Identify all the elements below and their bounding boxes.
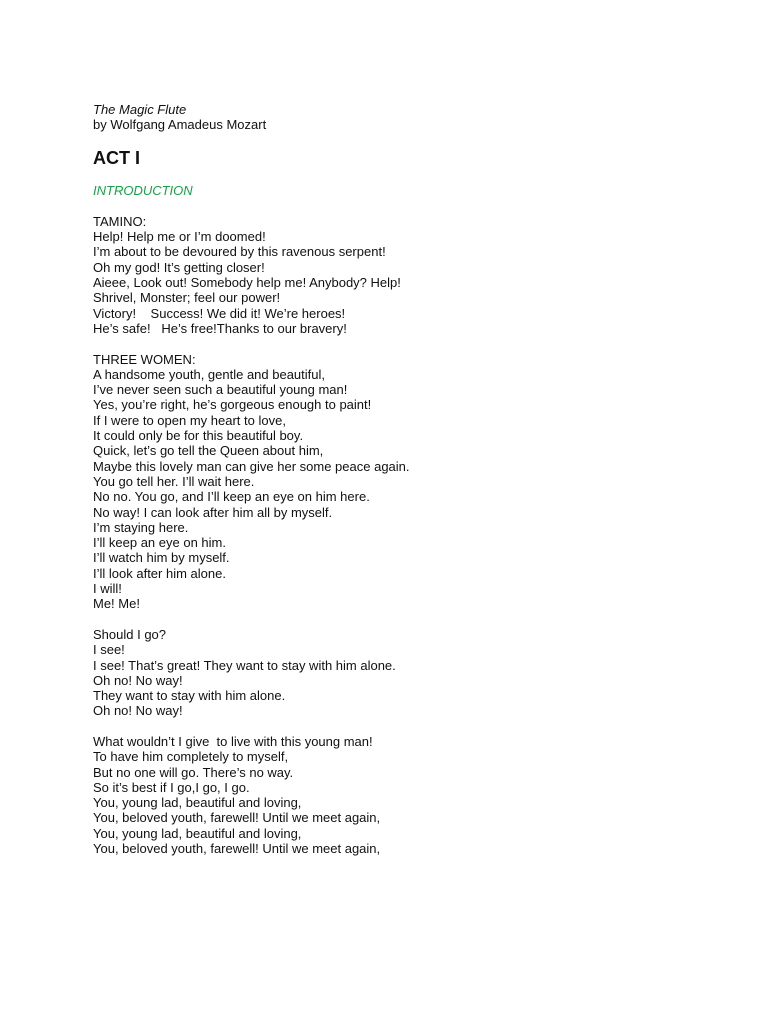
lyric-line: You go tell her. I’ll wait here. bbox=[93, 473, 255, 489]
lyric-line: It could only be for this beautiful boy. bbox=[93, 428, 304, 444]
lyric-line: Oh my god! It’s getting closer! bbox=[93, 259, 265, 275]
lyric-line: I’ve never seen such a beautiful young man! bbox=[93, 382, 348, 398]
lyric-line: But no one will go. There’s no way. bbox=[93, 764, 294, 780]
lyric-line: I’ll watch him by myself. bbox=[93, 550, 230, 566]
lyric-line: Aieee, Look out! Somebody help me! Anybody? Help! bbox=[93, 275, 401, 291]
lyric-line: Oh no! No way! bbox=[93, 703, 183, 719]
lyric-line: You, young lad, beautiful and loving, bbox=[93, 795, 302, 811]
document-author: by Wolfgang Amadeus Mozart bbox=[93, 117, 267, 133]
lyric-line: So it’s best if I go,I go, I go. bbox=[93, 779, 250, 795]
document-title: The Magic Flute bbox=[93, 102, 187, 117]
lyric-line: You, beloved youth, farewell! Until we meet again, bbox=[93, 841, 381, 857]
lyric-line: To have him completely to myself, bbox=[93, 749, 289, 765]
lyric-line: If I were to open my heart to love, bbox=[93, 412, 286, 428]
lyric-line: I see! That’s great! They want to stay with him alone. bbox=[93, 657, 396, 673]
lyric-line: Me! Me! bbox=[93, 596, 140, 612]
lyric-line: TAMINO: bbox=[93, 213, 147, 229]
lyric-line: You, young lad, beautiful and loving, bbox=[93, 825, 302, 841]
lyric-line: Should I go? bbox=[93, 626, 167, 642]
lyric-line: I see! bbox=[93, 642, 125, 658]
lyric-line: I’m about to be devoured by this ravenous serpent! bbox=[93, 244, 386, 260]
lyric-line: I will! bbox=[93, 581, 122, 597]
lyric-line: Shrivel, Monster; feel our power! bbox=[93, 290, 281, 306]
lyric-line: Quick, let’s go tell the Queen about him, bbox=[93, 443, 324, 459]
lyric-line: What wouldn’t I give to live with this young man! bbox=[93, 733, 373, 749]
lyric-line: Help! Help me or I’m doomed! bbox=[93, 229, 266, 245]
lyric-line: Victory! Success! We did it! We’re heroes! bbox=[93, 305, 346, 321]
verse-block bbox=[93, 627, 733, 719]
lyric-line: A handsome youth, gentle and beautiful, bbox=[93, 366, 326, 382]
lyric-line: Yes, you’re right, he’s gorgeous enough to paint! bbox=[93, 397, 372, 413]
lyric-line: I’ll look after him alone. bbox=[93, 565, 226, 581]
lyric-line: THREE WOMEN: bbox=[93, 351, 196, 367]
lyric-line: No way! I can look after him all by myself. bbox=[93, 504, 333, 520]
lyric-line: No no. You go, and I’ll keep an eye on him here. bbox=[93, 489, 370, 505]
document-content bbox=[93, 102, 733, 856]
verse-block bbox=[93, 734, 733, 856]
act-heading: ACT I bbox=[93, 147, 140, 168]
lyric-line: Maybe this lovely man can give her some peace again. bbox=[93, 458, 410, 474]
verse-block bbox=[93, 352, 733, 612]
lyric-line: Oh no! No way! bbox=[93, 672, 183, 688]
verse-block bbox=[93, 214, 733, 336]
lyric-line: He’s safe! He’s free!Thanks to our bravery! bbox=[93, 320, 347, 336]
section-heading: INTRODUCTION bbox=[93, 182, 193, 198]
lyric-line: I’ll keep an eye on him. bbox=[93, 535, 226, 551]
lyric-line: You, beloved youth, farewell! Until we meet again, bbox=[93, 810, 381, 826]
lyrics-body bbox=[93, 214, 733, 856]
lyric-line: They want to stay with him alone. bbox=[93, 688, 286, 704]
lyric-line: I’m staying here. bbox=[93, 519, 189, 535]
